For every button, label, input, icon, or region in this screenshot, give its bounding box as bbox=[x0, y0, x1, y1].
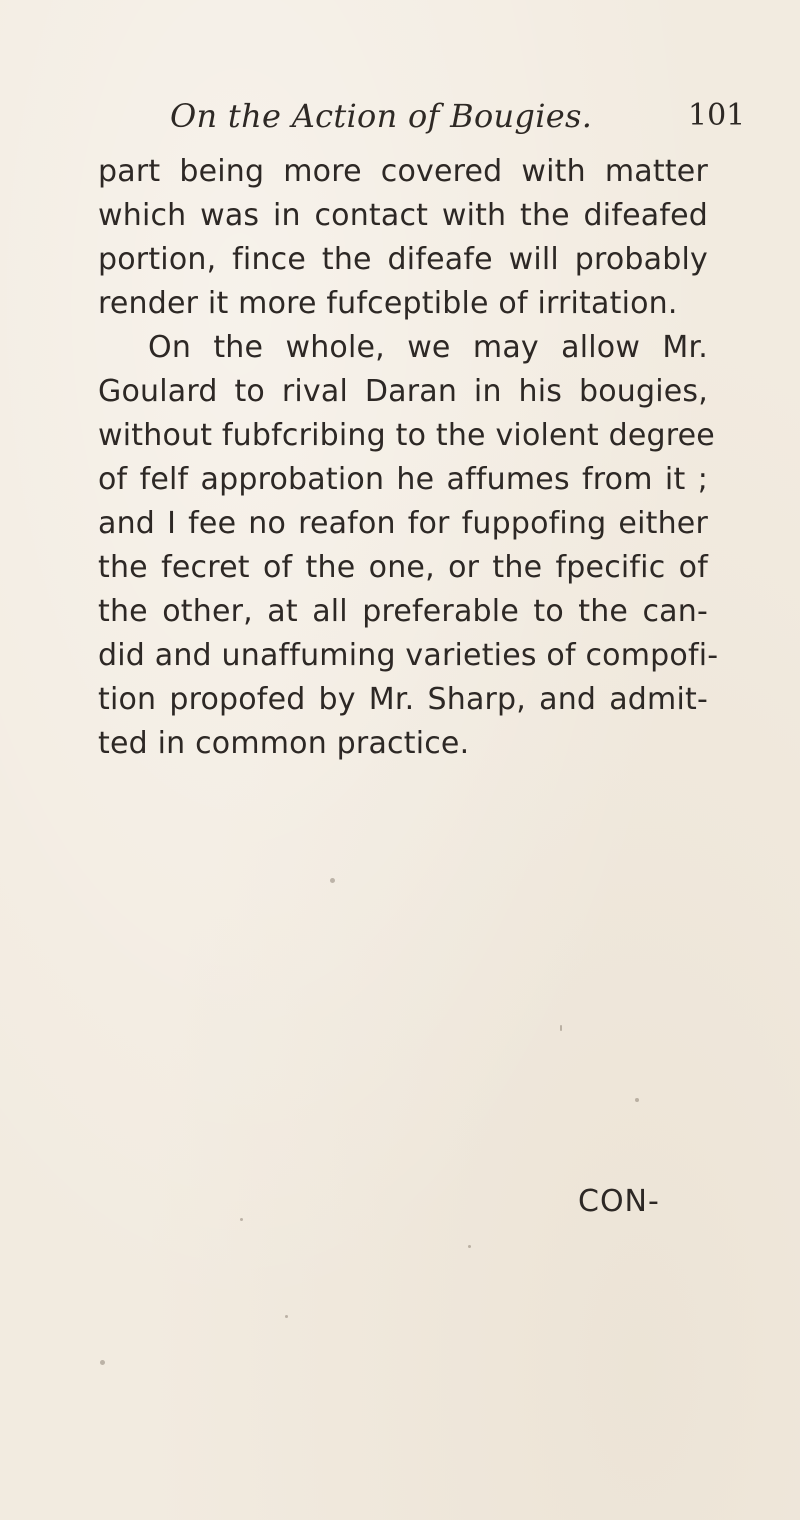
paper-speck bbox=[285, 1315, 288, 1318]
text-line: and I fee no reafon for fuppofing either bbox=[98, 506, 708, 541]
text-line: of felf approbation he affumes from it ; bbox=[98, 462, 708, 497]
paper-speck bbox=[560, 1025, 562, 1031]
text-line: the fecret of the one, or the fpecific of bbox=[98, 550, 708, 585]
text-line: did and unaffuming varieties of compofi- bbox=[98, 638, 719, 673]
page-number: 101 bbox=[688, 98, 746, 133]
text-line: tion propofed by Mr. Sharp, and admit- bbox=[98, 682, 708, 717]
catchword: CON- bbox=[578, 1184, 660, 1219]
text-line: portion, fince the difeafe will probably bbox=[98, 242, 708, 277]
text-line-paragraph-start: On the whole, we may allow Mr. bbox=[148, 330, 708, 365]
paper-speck bbox=[240, 1218, 243, 1221]
text-line: Goulard to rival Daran in his bougies, bbox=[98, 374, 708, 409]
running-head: On the Action of Bougies. bbox=[170, 97, 593, 135]
text-line: render it more fufceptible of irritation. bbox=[98, 286, 678, 321]
paper-speck bbox=[635, 1098, 639, 1102]
text-line: ted in common practice. bbox=[98, 726, 470, 761]
text-line: the other, at all preferable to the can- bbox=[98, 594, 708, 629]
text-line: part being more covered with matter bbox=[98, 154, 708, 189]
paper-speck bbox=[468, 1245, 471, 1248]
paper-speck bbox=[100, 1360, 105, 1365]
text-line: without fubfcribing to the violent degree bbox=[98, 418, 715, 453]
paper-speck bbox=[330, 878, 335, 883]
text-line: which was in contact with the difeafed bbox=[98, 198, 708, 233]
